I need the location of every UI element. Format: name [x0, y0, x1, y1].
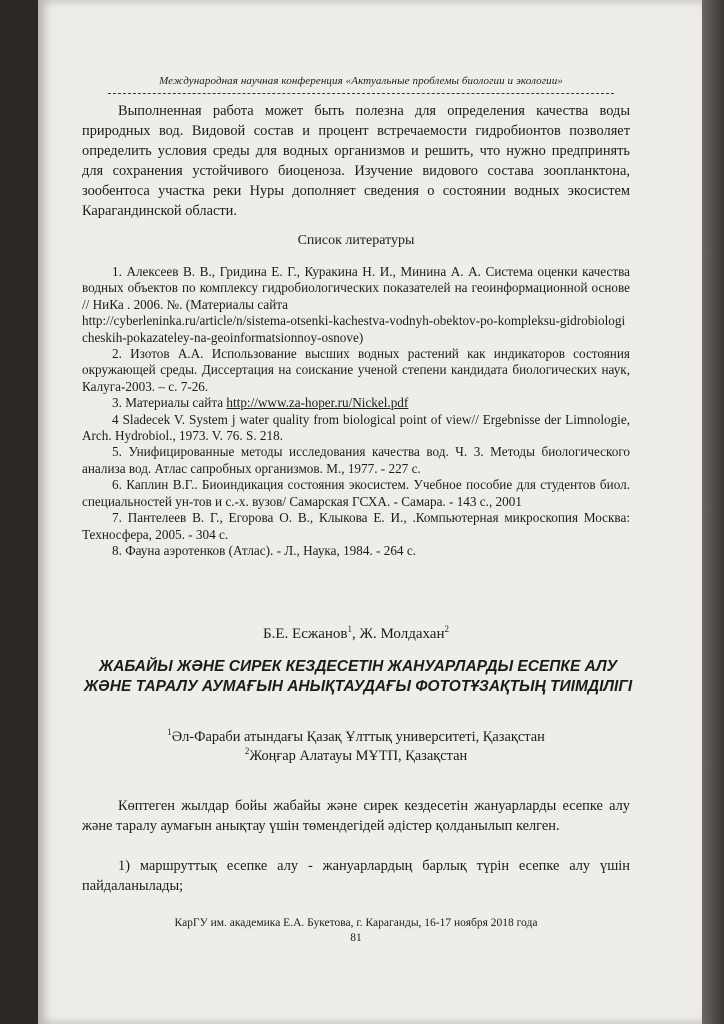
author-affiliation-mark: 2 [444, 624, 449, 634]
running-header: Международная научная конференция «Актуальные проблемы биологии и экологии» [159, 75, 563, 87]
header-divider [108, 93, 614, 94]
affiliation-text: Әл-Фараби атындағы Қазақ Ұлттық университеті, Қазақстан [171, 728, 545, 745]
reference-item: 4 Sladecek V. System j water quality from biological point of view// Ergebnisse der Limnologie, Arch. Hydrobiol., 1973. V. 76. S. 218. [82, 411, 630, 444]
reference-item: 5. Унифицированные методы исследования качества вод. Ч. 3. Методы биологического анализа вод. Атлас сапробных организмов. М., 1977. - 227 с. [82, 444, 630, 476]
reference-item: 8. Фауна аэротенков (Атлас). - Л., Наука, 1984. - 264 с. [112, 542, 416, 558]
reference-link[interactable]: http://www.za-hoper.ru/Nickel.pdf [226, 395, 409, 411]
reference-item [82, 395, 630, 411]
author-name: , Ж. Молдахан [352, 626, 445, 642]
page-number: 81 [350, 932, 362, 944]
references-list [82, 264, 630, 559]
references-heading: Список литературы [297, 233, 415, 248]
article-title: ЖАБАЙЫ ЖӘНЕ СИРЕК КЕЗДЕСЕТІН ЖАНУАРЛАРДЫ ЕСЕПКЕ АЛУ ЖӘНЕ ТАРАЛУ АУМАҒЫН АНЫҚТАУДАҒЫ ФОТОТҰЗАҚТЫҢ ТИІМДІЛІГІ [83, 658, 633, 695]
affiliation-1 [82, 727, 630, 746]
affiliation-text: Жоңғар Алатауы МҰТП, Қазақстан [249, 747, 468, 764]
author-name: Б.Е. Есжанов [263, 626, 348, 642]
author-affiliation-mark: 1 [347, 624, 352, 634]
reference-item: 2. Изотов А.А. Использование высших водных растений как индикаторов состояния окружающей среды. Диссертация на соискание ученой степени кандидата биологических наук, Калуга-2003. – с. 7-26. [82, 346, 630, 394]
intro-paragraph: Выполненная работа может быть полезна для определения качества воды природных вод. Видовой состав и процент встречаемости гидробионтов позволяет определить условия среды для водных организмов и решить, что нужно предпринять для сохранения устойчивого биоценоза. Изучение видового состава зоопланктона, зообентоса участка реки Нуры дополняет сведения о состоянии водных экосистем Карагандинской области. [82, 103, 630, 219]
reference-item: 1. Алексеев В. В., Гридина Е. Г., Куракина Н. И., Минина А. А. Система оценки качества водных объектов по комплексу гидробиологических показателей на геоинформационной основе // НиКа . 2006. №. (Материалы сайта [82, 264, 630, 312]
reference-item: 7. Пантелеев В. Г., Егорова О. В., Клыкова Е. И., .Компьютерная микроскопия Москва: Техносфера, 2005. - 304 с. [82, 510, 630, 542]
page-edge-shadow [702, 0, 724, 1024]
affiliation-2 [82, 746, 630, 765]
authors-line [82, 624, 630, 643]
reference-url: http://cyberleninka.ru/article/n/sistema-otsenki-kachestva-vodnyh-obektov-po-kompleksu-gidrobiologicheskih-pokazateley-na-geoinformatsionnoy-osnove) [82, 313, 626, 345]
reference-item: 6. Каплин В.Г.. Биоиндикация состояния экосистем. Учебное пособие для студентов биол. специальностей ун-тов и с.-х. вузов/ Самарская ГСХА. - Самара. - 143 с., 2001 [82, 477, 630, 509]
body-paragraph: 1) маршруттық есепке алу - жануарлардың барлық түрін есепке алу үшін пайдаланылады; [82, 858, 630, 894]
reference-label: 3. Материалы сайта [112, 395, 227, 411]
affiliation-mark: 2 [244, 746, 250, 756]
body-paragraph: Көптеген жылдар бойы жабайы және сирек кездесетін жануарларды есепке алу және таралу аумағын анықтау үшін төмендегідей әдістер қолданылып келген. [82, 798, 630, 834]
page-footer: КарГУ им. академика Е.А. Букетова, г. Караганды, 16-17 ноября 2018 года [174, 917, 538, 929]
affiliation-mark: 1 [167, 727, 172, 737]
